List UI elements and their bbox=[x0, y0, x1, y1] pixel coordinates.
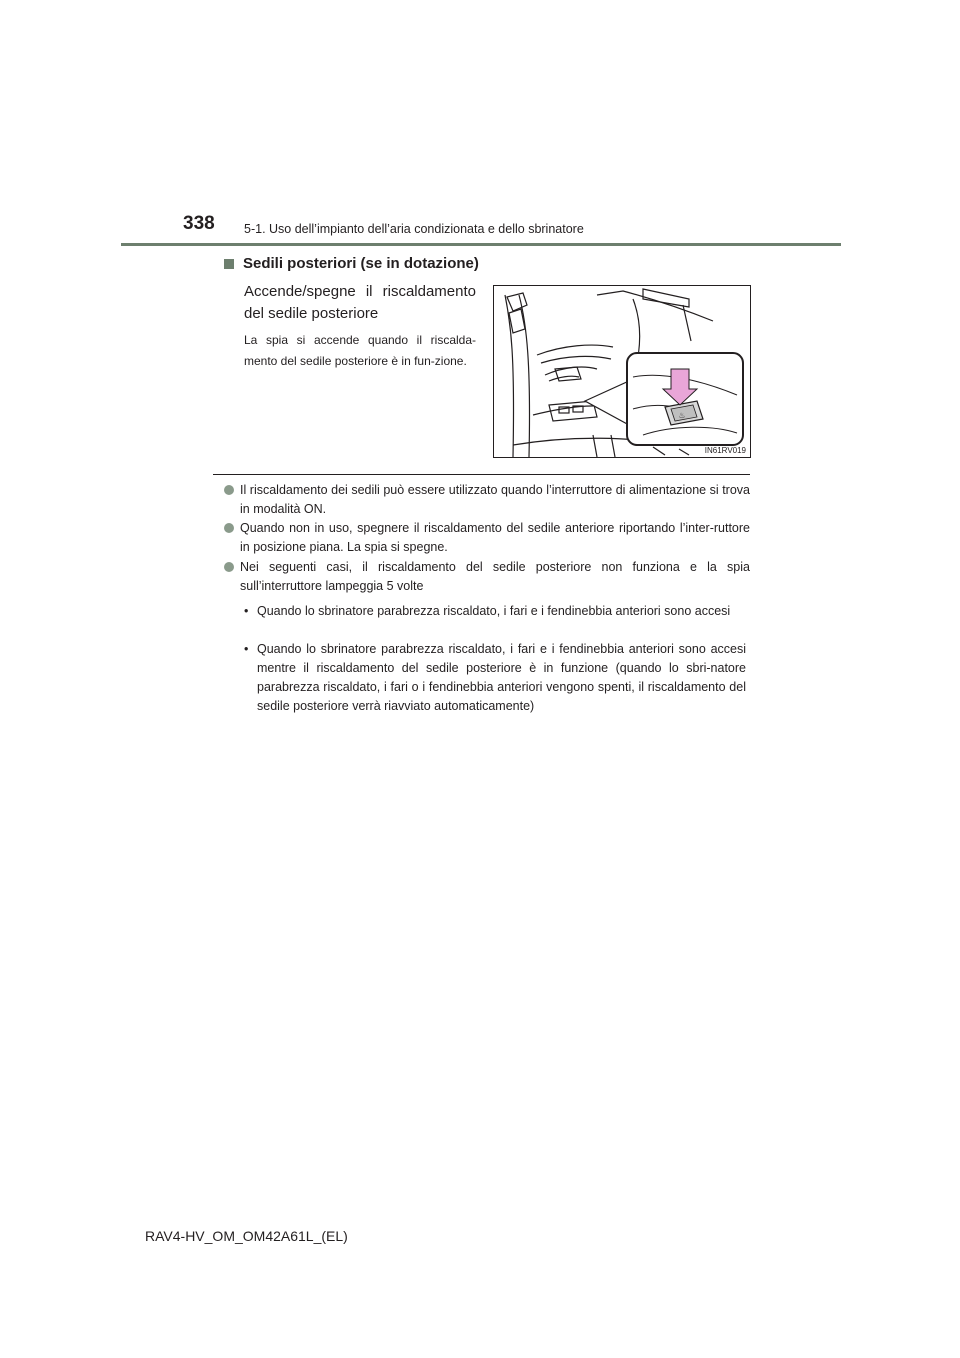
circle-bullet-icon bbox=[224, 485, 234, 495]
sub-item-text: Quando lo sbrinatore parabrezza riscaldato, i fari e i fendinebbia anteriori sono accesi mentre il riscaldamento del sedile posteriore è in funzione (quando lo sbri-natore parabrezza riscaldato, i fari o i fendinebbia anteriori vengono spenti, il riscaldamento del sedile posteriore verrà riavviato automaticamente) bbox=[257, 642, 746, 713]
sub-bullet-marker: • bbox=[244, 642, 249, 656]
feature-description: La spia si accende quando il riscalda-mento del sedile posteriore è in fun-zione. bbox=[244, 333, 476, 368]
sub-list-item bbox=[244, 602, 746, 621]
rear-seat-heater-illustration bbox=[493, 285, 751, 458]
note-text: Il riscaldamento dei sedili può essere utilizzato quando l’interruttore di alimentazione si trova in modalità ON. bbox=[240, 483, 750, 516]
square-bullet-icon bbox=[224, 259, 234, 269]
sub-bullet-marker: • bbox=[244, 604, 249, 618]
note-item bbox=[224, 558, 750, 596]
breadcrumb: 5-1. Uso dell’impianto dell’aria condizionata e dello sbrinatore bbox=[244, 222, 584, 236]
note-item bbox=[224, 519, 750, 557]
circle-bullet-icon bbox=[224, 562, 234, 572]
section-heading bbox=[224, 255, 479, 272]
section-divider bbox=[213, 474, 750, 475]
seat-heater-icon: ♨ bbox=[678, 411, 686, 420]
feature-title: Accende/spegne il riscaldamento del sedile posteriore bbox=[244, 283, 476, 322]
figure-code: IN61RV019 bbox=[704, 446, 746, 455]
section-heading-text: Sedili posteriori (se in dotazione) bbox=[243, 255, 479, 272]
circle-bullet-icon bbox=[224, 523, 234, 533]
page-number: 338 bbox=[183, 213, 215, 234]
note-text: Nei seguenti casi, il riscaldamento del sedile posteriore non funziona e la spia sull’interruttore lampeggia 5 volte bbox=[240, 560, 750, 593]
note-item bbox=[224, 481, 750, 519]
sub-item-text: Quando lo sbrinatore parabrezza riscaldato, i fari e i fendinebbia anteriori sono accesi bbox=[257, 604, 731, 618]
note-text: Quando non in uso, spegnere il riscaldamento del sedile anteriore riportando l’inter-ruttore in posizione piana. La spia si spegne. bbox=[240, 521, 750, 554]
header-rule bbox=[121, 243, 841, 246]
footer-model-code: RAV4-HV_OM_OM42A61L_(EL) bbox=[145, 1228, 348, 1244]
sub-list-item bbox=[244, 640, 746, 716]
